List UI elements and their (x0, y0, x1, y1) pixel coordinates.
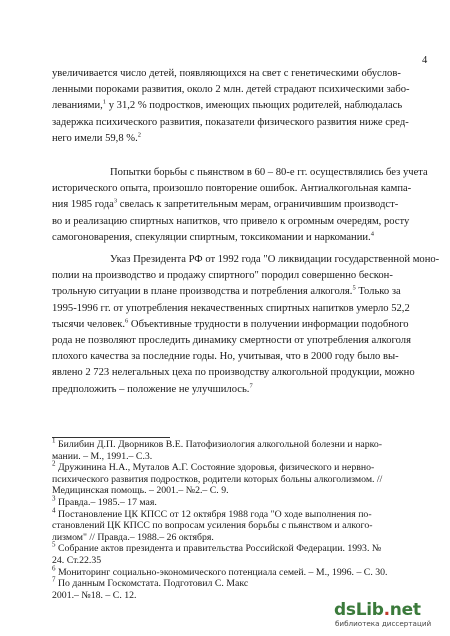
paragraph-2 (52, 165, 428, 246)
footnote-ref: 4 (370, 230, 374, 238)
dslib-logo: dsLib.net (334, 600, 421, 620)
text-line: задержка психического развития, показатели физического развития ниже сред- (52, 116, 409, 128)
footnote-ref: 2 (137, 131, 141, 139)
footnote-2: $^2$ Дружинина Н.А., Муталов А.Г. Состояние здоровья, физического и нервно- психического развития подростков, родители которых больны алкоголизмом. // Медицинская помощь. – 2001.– №2.– С. 9. (52, 459, 383, 497)
footnote-6: $^6$ Мониторинг социально-экономического потенциала семей. – М., 1996. – С. 30. (52, 564, 388, 578)
text-line: увеличивается число детей, появляющихся на свет с генетическими обуслов- (52, 68, 401, 79)
footnotes (52, 436, 424, 601)
paragraph-1 (52, 66, 420, 147)
text-line: рода не позволяют проследить динамику смертности от употребления алкоголя (52, 335, 411, 347)
footnote-ref: 5 (352, 284, 356, 292)
footnote-ref: 7 (249, 382, 253, 390)
footnote-3: $^3$ Правда.– 1985.– 17 мая. (52, 494, 157, 508)
footnote-4: $^4$ Постановление ЦК КПСС от 12 октября 1988 года "О ходе выполнения по- становлений ЦК КПСС по вопросам усиления борьбы с пьянством и алкого- лизмом" // Правда.– 1988.– 26 октября. (52, 506, 373, 543)
text-line: Указ Президента РФ от 1992 года "О ликвидации государственной моно- (110, 254, 440, 265)
paragraph-3 (52, 252, 440, 398)
text-line: Попытки борьбы с пьянством в 60 – 80-е гг. осуществлялись без учета (110, 167, 428, 178)
text-line: тысячи человек.$^6$ Объективные трудности в получении информации подобного (52, 317, 409, 330)
watermark-subtitle: библиотека диссертаций (335, 619, 432, 628)
text-line: во и реализацию спиртных напитков, что привело к огромным очередям, росту (52, 215, 410, 227)
footnote-5: $^5$ Собрание актов президента и правительства Российской Федерации. 1993. № 24. Ст.22.35 (52, 541, 382, 566)
text-line: предположить – положение не улучшилось.$^7$ (52, 382, 253, 395)
footnote-7: $^7$ По данным Госкомстата. Подготовил С. Макс 2001.– №18. – С. 12. (52, 575, 249, 601)
text-line: ния 1985 года$^3$ свелась к запретительным мерам, ограничившим производст- (52, 197, 399, 211)
text-line: полии на производство и продажу спиртного" породил совершенно бескон- (52, 270, 393, 282)
text-line: 1995-1996 гг. от употребления некачественных спиртных напитков умерло 52,2 (52, 302, 410, 314)
text-line: исторического опыта, произошло повторение ошибок. Антиалкогольная кампа- (52, 183, 412, 195)
footnote-ref: 3 (113, 197, 118, 205)
footnote-divider (52, 437, 170, 438)
page-number: 4 (422, 55, 428, 66)
footnote-ref: 1 (102, 98, 107, 106)
footnote-1: $^1$ Билибин Д.П. Дворников В.Е. Патофизиология алкогольной болезни и нарко- мании. – М., 1991.– С.3. (52, 436, 383, 462)
text-line: ленными пороками развития, около 2 млн. детей страдают психическими забо- (52, 84, 410, 96)
text-line: трольную ситуации в плане производства и потребления алкоголя.$^5$ Только за (52, 284, 401, 298)
text-line: явлено 2 723 нелегальных цеха по производству алкогольной продукции, можно (52, 367, 415, 379)
text-line: самогоноварения, спекуляции спиртным, токсикомании и наркомании.$^4$ (52, 230, 374, 243)
watermark-logo[interactable] (334, 600, 442, 628)
text-line: него имели 59,8 %.$^2$ (52, 131, 141, 144)
text-line: леваниями,$^1$ у 31,2 % подростков, имеющих пьющих родителей, наблюдалась (52, 98, 403, 112)
footnote-ref: 6 (125, 317, 129, 325)
text-line: плохого качества за последние годы. Но, учитывая, что в 2000 году было вы- (52, 351, 399, 363)
